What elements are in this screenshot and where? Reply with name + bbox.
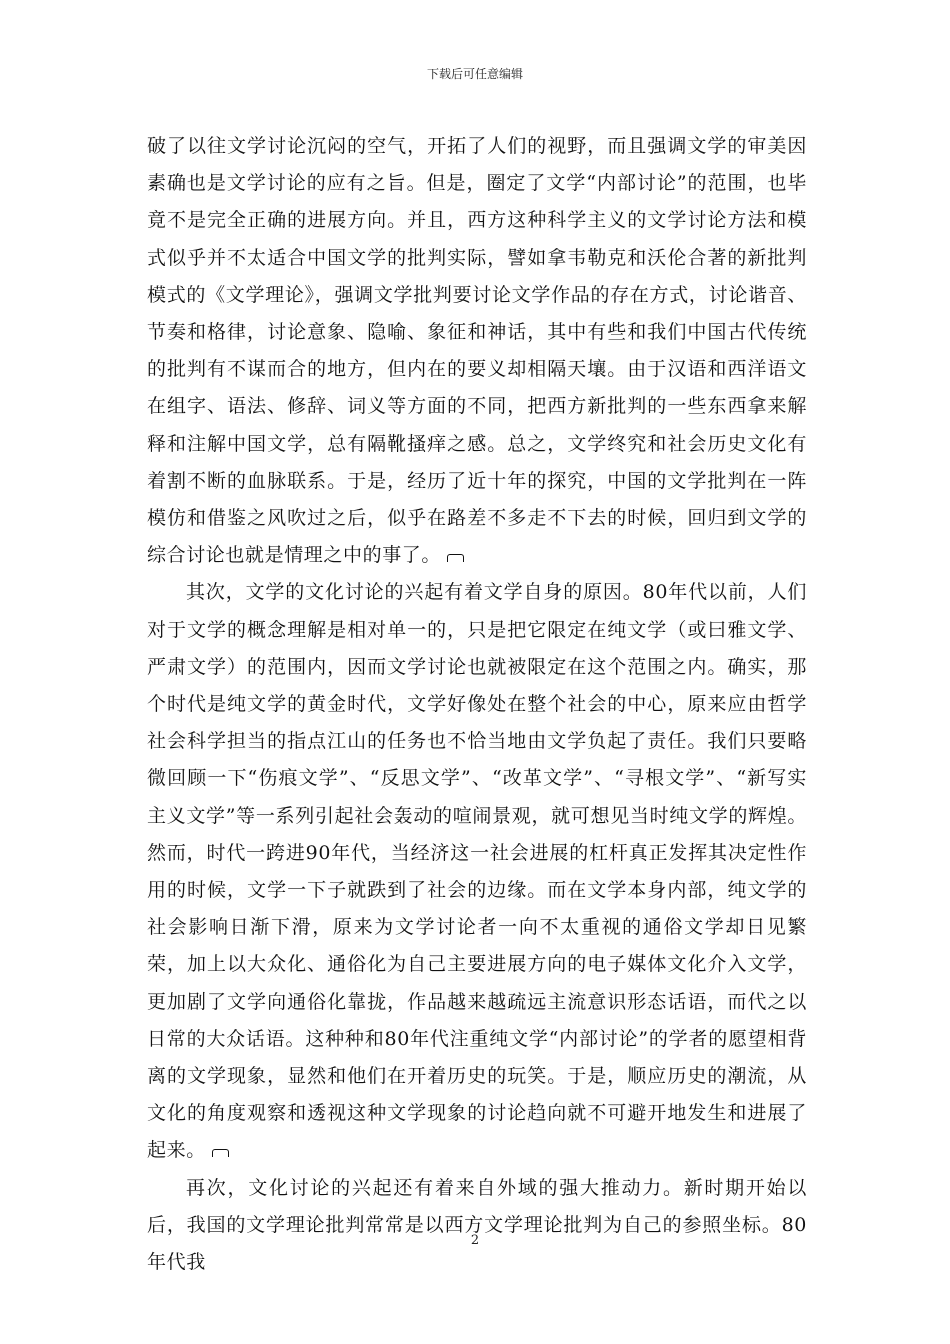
paragraph-1 (147, 128, 807, 574)
footnote-mark-icon (212, 1149, 229, 1157)
page-header: 下载后可任意编辑 (426, 67, 523, 81)
document-body (147, 128, 807, 1281)
paragraph-2-text: 其次，文学的文化讨论的兴起有着文学自身的原因。80年代以前，人们对于文学的概念理解是相对单一的，只是把它限定在纯文学（或曰雅文学、严肃文学）的范围内，因而文学讨论也就被限定在这个范围之内。确实，那个时代是纯文学的黄金时代，文学好像处在整个社会的中心，原来应由哲学社会科学担当的指点江山的任务也不恰当地由文学负起了责任。我们只要略微回顾一下“伤痕文学”、“反思文学”、“改革文学”、“寻根文学”、“新写实主义文学”等一系列引起社会轰动的喧闹景观，就可想见当时纯文学的辉煌。然而，时代一跨进90年代，当经济这一社会进展的杠杆真正发挥其决定性作用的时候，文学一下子就跌到了社会的边缘。而在文学本身内部，纯文学的社会影响日渐下滑，原来为文学讨论者一向不太重视的通俗文学却日见繁荣，加上以大众化、通俗化为自己主要进展方向的电子媒体文化介入文学，更加剧了文学向通俗化靠拢，作品越来越疏远主流意识形态话语，而代之以日常的大众话语。这种种和80年代注重纯文学“内部讨论”的学者的愿望相背离的文学现象，显然和他们在开着历史的玩笑。于是，顺应历史的潮流，从文化的角度观察和透视这种文学现象的讨论趋向就不可避开地发生和进展了起来。 (147, 581, 807, 1162)
paragraph-1-text: 破了以往文学讨论沉闷的空气，开拓了人们的视野，而且强调文学的审美因素确也是文学讨论的应有之旨。但是，圈定了文学“内部讨论”的范围，也毕竟不是完全正确的进展方向。并且，西方这种科学主义的文学讨论方法和模式似乎并不太适合中国文学的批判实际，譬如拿韦勒克和沃伦合著的新批判模式的《文学理论》，强调文学批判要讨论文学作品的存在方式，讨论谐音、节奏和格律，讨论意象、隐喻、象征和神话，其中有些和我们中国古代传统的批判有不谋而合的地方，但内在的要义却相隔天壤。由于汉语和西洋语文在组字、语法、修辞、词义等方面的不同，把西方新批判的一些东西拿来解释和注解中国文学，总有隔靴搔痒之感。总之，文学终究和社会历史文化有着割不断的血脉联系。于是，经历了近十年的探究，中国的文学批判在一阵模仿和借鉴之风吹过之后，似乎在路差不多走不下去的时候，回归到文学的综合讨论也就是情理之中的事了。 (147, 135, 807, 567)
footnote-mark-icon (447, 554, 464, 562)
paragraph-3 (147, 1170, 807, 1282)
paragraph-3-text: 再次，文化讨论的兴起还有着来自外域的强大推动力。新时期开始以后，我国的文学理论批判常常是以西方文学理论批判为自己的参照坐标。80年代我 (147, 1176, 807, 1274)
paragraph-2 (147, 574, 807, 1169)
page-number: 2 (470, 1233, 480, 1248)
